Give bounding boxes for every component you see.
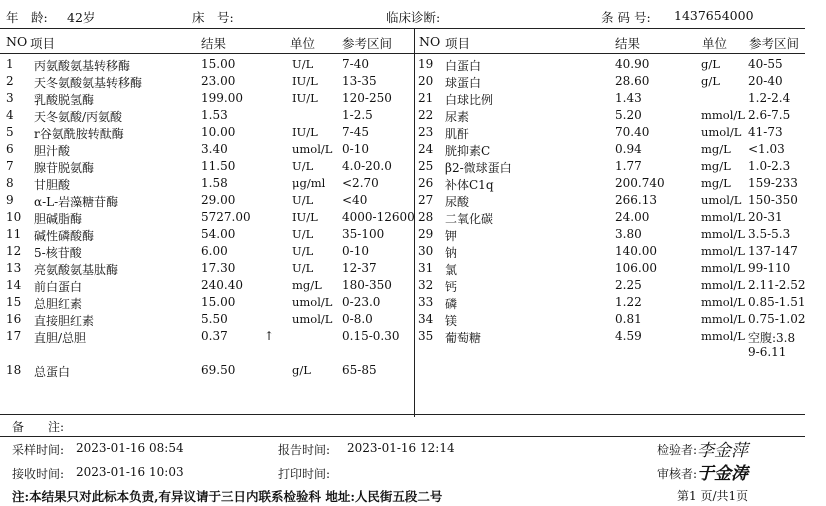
cell-unit: mmol/L — [701, 210, 745, 224]
col-no-left: NO — [6, 34, 28, 49]
cell-item: 天冬氨酸氨基转移酶 — [34, 76, 143, 90]
cell-no: 13 — [6, 261, 22, 275]
cell-unit: umol/L — [292, 295, 333, 309]
cell-unit: mmol/L — [701, 244, 745, 258]
cell-result: 15.00 — [201, 57, 236, 71]
cell-ref: 137-147 — [748, 244, 798, 258]
reviewer-label: 审核者: — [657, 467, 698, 481]
cell-no: 30 — [418, 244, 434, 258]
cell-ref: 2.6-7.5 — [748, 108, 791, 122]
cell-no: 33 — [418, 295, 434, 309]
cell-unit: mmol/L — [701, 312, 745, 326]
cell-ref: 空腹:3.8 — [748, 331, 796, 345]
cell-no: 31 — [418, 261, 434, 275]
cell-ref-continued: 9-6.11 — [748, 345, 787, 359]
col-ref-left: 参考区间 — [342, 36, 393, 51]
inspector-label: 检验者: — [657, 443, 698, 457]
cell-item: 肌酐 — [445, 127, 470, 141]
table-row — [0, 125, 826, 142]
cell-ref: 159-233 — [748, 176, 798, 190]
cell-no: 24 — [418, 142, 434, 156]
cell-ref: 12-37 — [342, 261, 377, 275]
cell-no: 29 — [418, 227, 434, 241]
cell-result: 15.00 — [201, 295, 236, 309]
cell-no: 16 — [6, 312, 22, 326]
cell-unit: g/L — [701, 74, 720, 88]
cell-result: 1.43 — [615, 91, 642, 105]
cell-no: 21 — [418, 91, 434, 105]
table-row — [0, 312, 826, 329]
cell-unit: mmol/L — [701, 278, 745, 292]
cell-item: 胱抑素C — [445, 144, 491, 158]
cell-no: 15 — [6, 295, 22, 309]
cell-unit: g/L — [292, 363, 311, 377]
cell-item: 5-核苷酸 — [34, 246, 82, 260]
cell-result: 11.50 — [201, 159, 236, 173]
sample-time-label: 采样时间: — [12, 443, 65, 457]
cell-result: 240.40 — [201, 278, 243, 292]
cell-unit: IU/L — [292, 74, 318, 88]
cell-no: 17 — [6, 329, 22, 343]
inspector-signature: 李金萍 — [697, 441, 748, 461]
cell-result: 2.25 — [615, 278, 642, 292]
cell-item: 甘胆酸 — [34, 178, 71, 192]
cell-unit: mg/L — [701, 159, 731, 173]
report-time: 2023-01-16 12:14 — [347, 441, 455, 455]
cell-ref: <40 — [342, 193, 368, 207]
cell-no: 25 — [418, 159, 434, 173]
cell-ref: 41-73 — [748, 125, 783, 139]
cell-unit: umol/L — [292, 142, 333, 156]
cell-result: 28.60 — [615, 74, 650, 88]
col-unit-left: 单位 — [290, 36, 316, 51]
cell-no: 35 — [418, 329, 434, 343]
cell-item: 二氧化碳 — [445, 212, 494, 226]
cell-no: 20 — [418, 74, 434, 88]
cell-result: 266.13 — [615, 193, 657, 207]
cell-item: 白球比例 — [445, 93, 494, 107]
cell-ref: 0.15-0.30 — [342, 329, 400, 343]
cell-item: 胆碱脂酶 — [34, 212, 83, 226]
col-item-left: 项目 — [30, 36, 56, 51]
cell-result: 5727.00 — [201, 210, 251, 224]
table-row — [0, 91, 826, 108]
table-row — [0, 142, 826, 159]
page-indicator: 第1 页/共1页 — [677, 489, 749, 503]
cell-item: 总蛋白 — [34, 365, 71, 379]
cell-item: 尿素 — [445, 110, 470, 124]
cell-result: 1.58 — [201, 176, 228, 190]
cell-no: 32 — [418, 278, 434, 292]
cell-ref: 2.11-2.52 — [748, 278, 806, 292]
cell-unit: mmol/L — [701, 329, 745, 343]
cell-unit: U/L — [292, 193, 314, 207]
cell-no: 8 — [6, 176, 14, 190]
barcode-label: 条 码 号: — [601, 10, 651, 25]
cell-unit: mg/L — [292, 278, 322, 292]
column-header-rule — [0, 53, 805, 54]
cell-no: 3 — [6, 91, 14, 105]
cell-ref: 99-110 — [748, 261, 791, 275]
col-no-right: NO — [419, 34, 441, 49]
cell-no: 6 — [6, 142, 14, 156]
cell-result: 10.00 — [201, 125, 236, 139]
remarks-rule — [0, 436, 805, 437]
cell-no: 1 — [6, 57, 14, 71]
cell-no: 22 — [418, 108, 434, 122]
cell-result: 70.40 — [615, 125, 650, 139]
cell-no: 4 — [6, 108, 14, 122]
cell-item: 钠 — [445, 246, 458, 260]
cell-item: 丙氨酸氨基转移酶 — [34, 59, 131, 73]
cell-item: 直接胆红素 — [34, 314, 95, 328]
cell-result: 199.00 — [201, 91, 243, 105]
cell-no: 34 — [418, 312, 434, 326]
cell-result: 54.00 — [201, 227, 236, 241]
cell-unit: mmol/L — [701, 261, 745, 275]
reviewer-signature: 于金涛 — [697, 464, 748, 484]
table-row — [0, 74, 826, 91]
cell-no: 28 — [418, 210, 434, 224]
cell-no: 27 — [418, 193, 434, 207]
cell-no: 5 — [6, 125, 14, 139]
cell-item: 球蛋白 — [445, 76, 482, 90]
col-item-right: 项目 — [445, 36, 471, 51]
cell-ref: 13-35 — [342, 74, 377, 88]
cell-unit: umol/L — [701, 193, 742, 207]
cell-no: 26 — [418, 176, 434, 190]
cell-unit: IU/L — [292, 91, 318, 105]
cell-unit: μg/ml — [292, 176, 326, 190]
cell-item: 镁 — [445, 314, 458, 328]
cell-item: 磷 — [445, 297, 458, 311]
cell-ref: 0-8.0 — [342, 312, 373, 326]
cell-item: α-L-岩藻糖苷酶 — [34, 195, 119, 209]
cell-unit: g/L — [701, 57, 720, 71]
cell-item: 白蛋白 — [445, 59, 482, 73]
cell-result: 17.30 — [201, 261, 236, 275]
cell-item: 腺苷脱氨酶 — [34, 161, 95, 175]
cell-ref: 35-100 — [342, 227, 385, 241]
sample-time: 2023-01-16 08:54 — [76, 441, 184, 455]
cell-item: 补体C1q — [445, 178, 494, 192]
cell-result: 4.59 — [615, 329, 642, 343]
receive-time: 2023-01-16 10:03 — [76, 465, 184, 479]
cell-item: 亮氨酸氨基肽酶 — [34, 263, 119, 277]
header-rule — [0, 28, 805, 29]
col-unit-right: 单位 — [702, 36, 728, 51]
col-ref-right: 参考区间 — [749, 36, 800, 51]
cell-ref: 0.85-1.51 — [748, 295, 806, 309]
disclaimer: 注:本结果只对此标本负责,有异议请于三日内联系检验科 地址:人民街五段二号 — [12, 489, 443, 504]
cell-result: 0.37 — [201, 329, 228, 343]
cell-item: 总胆红素 — [34, 297, 83, 311]
col-result-right: 结果 — [615, 36, 641, 51]
print-time-label: 打印时间: — [278, 467, 331, 481]
table-row — [0, 57, 826, 74]
cell-item: 氯 — [445, 263, 458, 277]
report-time-label: 报告时间: — [278, 443, 331, 457]
table-row — [0, 278, 826, 295]
cell-ref: 0-10 — [342, 142, 369, 156]
cell-unit: U/L — [292, 159, 314, 173]
age-value: 42岁 — [67, 10, 96, 25]
cell-result: 3.40 — [201, 142, 228, 156]
cell-ref: 180-350 — [342, 278, 392, 292]
cell-item: 葡萄糖 — [445, 331, 482, 345]
cell-result: 40.90 — [615, 57, 650, 71]
cell-no: 9 — [6, 193, 14, 207]
cell-no: 2 — [6, 74, 14, 88]
cell-unit: U/L — [292, 57, 314, 71]
receive-time-label: 接收时间: — [12, 467, 65, 481]
cell-item: 前白蛋白 — [34, 280, 83, 294]
cell-no: 12 — [6, 244, 22, 258]
table-row — [0, 363, 826, 380]
cell-result: 1.53 — [201, 108, 228, 122]
table-row — [0, 329, 826, 359]
col-result-left: 结果 — [201, 36, 227, 51]
cell-unit: IU/L — [292, 210, 318, 224]
cell-result: 0.94 — [615, 142, 642, 156]
cell-unit: mg/L — [701, 142, 731, 156]
cell-result: 3.80 — [615, 227, 642, 241]
table-bottom-rule — [0, 414, 805, 415]
cell-item: 乳酸脱氢酶 — [34, 93, 95, 107]
cell-item: 胆汁酸 — [34, 144, 71, 158]
cell-item: 钾 — [445, 229, 458, 243]
cell-result: 5.50 — [201, 312, 228, 326]
cell-ref: 0.75-1.02 — [748, 312, 806, 326]
table-row — [0, 244, 826, 261]
cell-item: β2-微球蛋白 — [445, 161, 512, 175]
table-row — [0, 227, 826, 244]
cell-unit: U/L — [292, 244, 314, 258]
cell-unit: U/L — [292, 261, 314, 275]
cell-result: 106.00 — [615, 261, 657, 275]
cell-ref: 40-55 — [748, 57, 783, 71]
cell-result: 200.740 — [615, 176, 665, 190]
cell-ref: 7-40 — [342, 57, 369, 71]
table-row — [0, 193, 826, 210]
cell-result: 6.00 — [201, 244, 228, 258]
cell-no: 11 — [6, 227, 22, 241]
cell-ref: <2.70 — [342, 176, 379, 190]
cell-unit: mg/L — [701, 176, 731, 190]
cell-unit: mmol/L — [701, 295, 745, 309]
cell-result: 5.20 — [615, 108, 642, 122]
cell-ref: 20-31 — [748, 210, 783, 224]
bed-label: 床 号: — [192, 10, 234, 25]
table-row — [0, 295, 826, 312]
cell-unit: mmol/L — [701, 227, 745, 241]
cell-item: 钙 — [445, 280, 458, 294]
cell-ref: 4000-12600 — [342, 210, 415, 224]
barcode-value: 1437654000 — [674, 8, 754, 23]
cell-ref: 1-2.5 — [342, 108, 373, 122]
cell-ref: 0-10 — [342, 244, 369, 258]
cell-ref: 65-85 — [342, 363, 377, 377]
cell-ref: 120-250 — [342, 91, 392, 105]
table-row — [0, 108, 826, 125]
cell-ref: 7-45 — [342, 125, 369, 139]
cell-result: 0.81 — [615, 312, 642, 326]
cell-item: r谷氨酰胺转酞酶 — [34, 127, 124, 141]
cell-unit: mmol/L — [701, 108, 745, 122]
cell-no: 23 — [418, 125, 434, 139]
cell-no: 10 — [6, 210, 22, 224]
cell-item: 尿酸 — [445, 195, 470, 209]
cell-no: 14 — [6, 278, 22, 292]
cell-ref: 3.5-5.3 — [748, 227, 791, 241]
cell-result: 140.00 — [615, 244, 657, 258]
cell-result: 29.00 — [201, 193, 236, 207]
cell-ref: 1.2-2.4 — [748, 91, 791, 105]
table-row — [0, 176, 826, 193]
cell-result: 24.00 — [615, 210, 650, 224]
cell-ref: 20-40 — [748, 74, 783, 88]
table-row — [0, 261, 826, 278]
cell-unit: IU/L — [292, 125, 318, 139]
cell-ref: 4.0-20.0 — [342, 159, 392, 173]
cell-result: 1.22 — [615, 295, 642, 309]
remarks-label: 备 注: — [12, 420, 65, 434]
cell-unit: U/L — [292, 227, 314, 241]
cell-no: 7 — [6, 159, 14, 173]
cell-item: 直胆/总胆 — [34, 331, 87, 345]
cell-ref: 0-23.0 — [342, 295, 381, 309]
cell-ref: 1.0-2.3 — [748, 159, 791, 173]
cell-ref: <1.03 — [748, 142, 785, 156]
cell-ref: 150-350 — [748, 193, 798, 207]
cell-flag: ↑ — [264, 329, 275, 343]
cell-no: 19 — [418, 57, 434, 71]
cell-result: 1.77 — [615, 159, 642, 173]
cell-no: 18 — [6, 363, 22, 377]
table-row — [0, 210, 826, 227]
cell-unit: umol/L — [701, 125, 742, 139]
cell-unit: umol/L — [292, 312, 333, 326]
table-row — [0, 159, 826, 176]
diagnosis-label: 临床诊断: — [386, 10, 441, 25]
cell-item: 天冬氨酸/丙氨酸 — [34, 110, 123, 124]
cell-result: 23.00 — [201, 74, 236, 88]
age-label: 年 龄: — [6, 10, 48, 25]
cell-result: 69.50 — [201, 363, 236, 377]
cell-item: 碱性磷酸酶 — [34, 229, 95, 243]
